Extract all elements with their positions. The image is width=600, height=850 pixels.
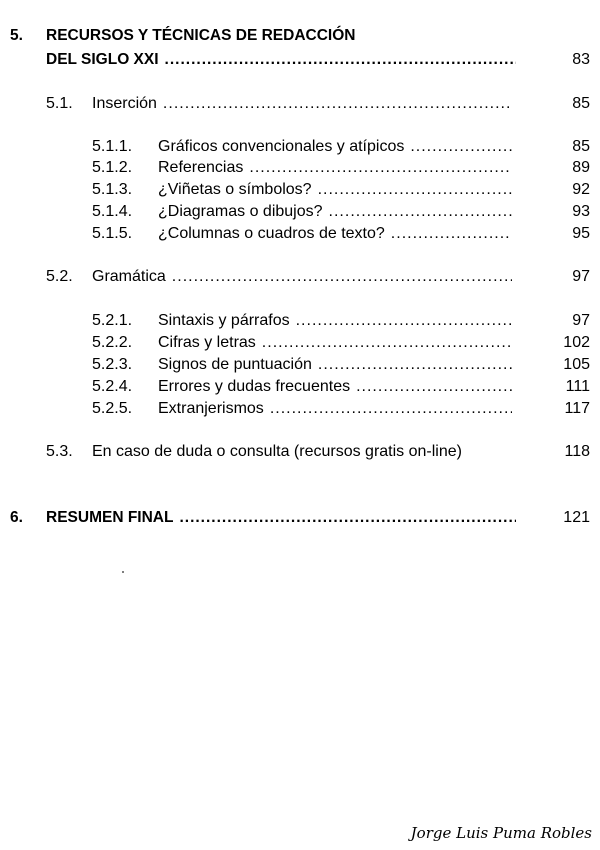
dot-leader xyxy=(172,267,512,287)
toc-entry-5-1-3[interactable] xyxy=(92,180,518,200)
toc-entry-chapter-6[interactable] xyxy=(46,508,522,528)
toc-entry-5-2-3[interactable] xyxy=(92,355,518,375)
section-label: Sintaxis y párrafos xyxy=(158,312,290,329)
section-number: 5.1. xyxy=(46,95,73,112)
chapter-5-number: 5. xyxy=(10,27,23,44)
section-label: Gramática xyxy=(92,268,166,285)
page-number: 95 xyxy=(572,225,590,242)
toc-entry-5-3[interactable] xyxy=(46,442,518,462)
page-number: 85 xyxy=(572,138,590,155)
page-number: 89 xyxy=(572,159,590,176)
section-number: 5.2.4. xyxy=(92,378,133,395)
dot-leader xyxy=(296,311,512,331)
toc-entry-5-2-4[interactable] xyxy=(92,377,518,397)
dot-leader xyxy=(179,508,516,528)
toc-entry-5-1-1[interactable] xyxy=(92,137,518,157)
dot-leader xyxy=(391,224,512,244)
section-number: 5.2.2. xyxy=(92,334,133,351)
dot-leader xyxy=(262,333,512,353)
toc-entry-5-1-2[interactable] xyxy=(92,158,518,178)
section-number: 5.1.4. xyxy=(92,203,133,220)
section-number: 5.1.5. xyxy=(92,225,133,242)
section-number: 5.3. xyxy=(46,443,73,460)
toc-entry-chapter-5[interactable] xyxy=(46,50,522,70)
page-number: 102 xyxy=(563,334,590,351)
page-number: 85 xyxy=(572,95,590,112)
chapter-6-title: RESUMEN FINAL xyxy=(46,509,174,526)
section-number: 5.1.1. xyxy=(92,138,133,155)
toc-entry-5-2-5[interactable] xyxy=(92,399,518,419)
section-number: 5.1.3. xyxy=(92,181,133,198)
toc-entry-5-1-4[interactable] xyxy=(92,202,518,222)
section-number: 5.2.5. xyxy=(92,400,133,417)
section-label: Inserción xyxy=(92,95,157,112)
page-number: 97 xyxy=(572,268,590,285)
speck-mark xyxy=(122,571,124,573)
dot-leader xyxy=(163,94,512,114)
chapter-5-title-line2: DEL SIGLO XXI xyxy=(46,51,159,68)
dot-leader xyxy=(329,202,512,222)
dot-leader xyxy=(318,355,512,375)
section-number: 5.2.1. xyxy=(92,312,133,329)
section-label: ¿Columnas o cuadros de texto? xyxy=(158,225,385,242)
dot-leader xyxy=(249,158,512,178)
page-number: 83 xyxy=(572,51,590,68)
section-label: ¿Viñetas o símbolos? xyxy=(158,181,312,198)
section-label: ¿Diagramas o dibujos? xyxy=(158,203,323,220)
toc-entry-5-1[interactable] xyxy=(46,94,518,114)
page-number: 117 xyxy=(564,400,590,417)
page-number: 93 xyxy=(572,203,590,220)
chapter-6-number: 6. xyxy=(10,509,23,526)
section-label: Extranjerismos xyxy=(158,400,264,417)
section-number: 5.2.3. xyxy=(92,356,133,373)
page-number: 92 xyxy=(572,181,590,198)
section-label: Gráficos convencionales y atípicos xyxy=(158,138,405,155)
dot-leader xyxy=(165,50,516,70)
section-label: En caso de duda o consulta (recursos gratis on-line) xyxy=(92,443,462,460)
page-number: 111 xyxy=(565,378,590,395)
page-number: 118 xyxy=(564,443,590,460)
dot-leader xyxy=(410,137,512,157)
toc-entry-5-1-5[interactable] xyxy=(92,224,518,244)
section-label: Referencias xyxy=(158,159,244,176)
section-label: Signos de puntuación xyxy=(158,356,312,373)
author-signature: Jorge Luis Puma Robles xyxy=(410,824,592,842)
dot-leader xyxy=(356,377,512,397)
section-number: 5.2. xyxy=(46,268,73,285)
toc-entry-5-2-1[interactable] xyxy=(92,311,518,331)
section-label: Cifras y letras xyxy=(158,334,256,351)
page-number: 105 xyxy=(563,356,590,373)
dot-leader xyxy=(270,399,512,419)
section-label: Errores y dudas frecuentes xyxy=(158,378,351,395)
page-number: 97 xyxy=(572,312,590,329)
toc-entry-5-2-2[interactable] xyxy=(92,333,518,353)
section-number: 5.1.2. xyxy=(92,159,133,176)
dot-leader xyxy=(318,180,512,200)
page-number: 121 xyxy=(563,509,590,526)
chapter-5-title-line1: RECURSOS Y TÉCNICAS DE REDACCIÓN xyxy=(46,27,356,44)
toc-entry-5-2[interactable] xyxy=(46,267,518,287)
